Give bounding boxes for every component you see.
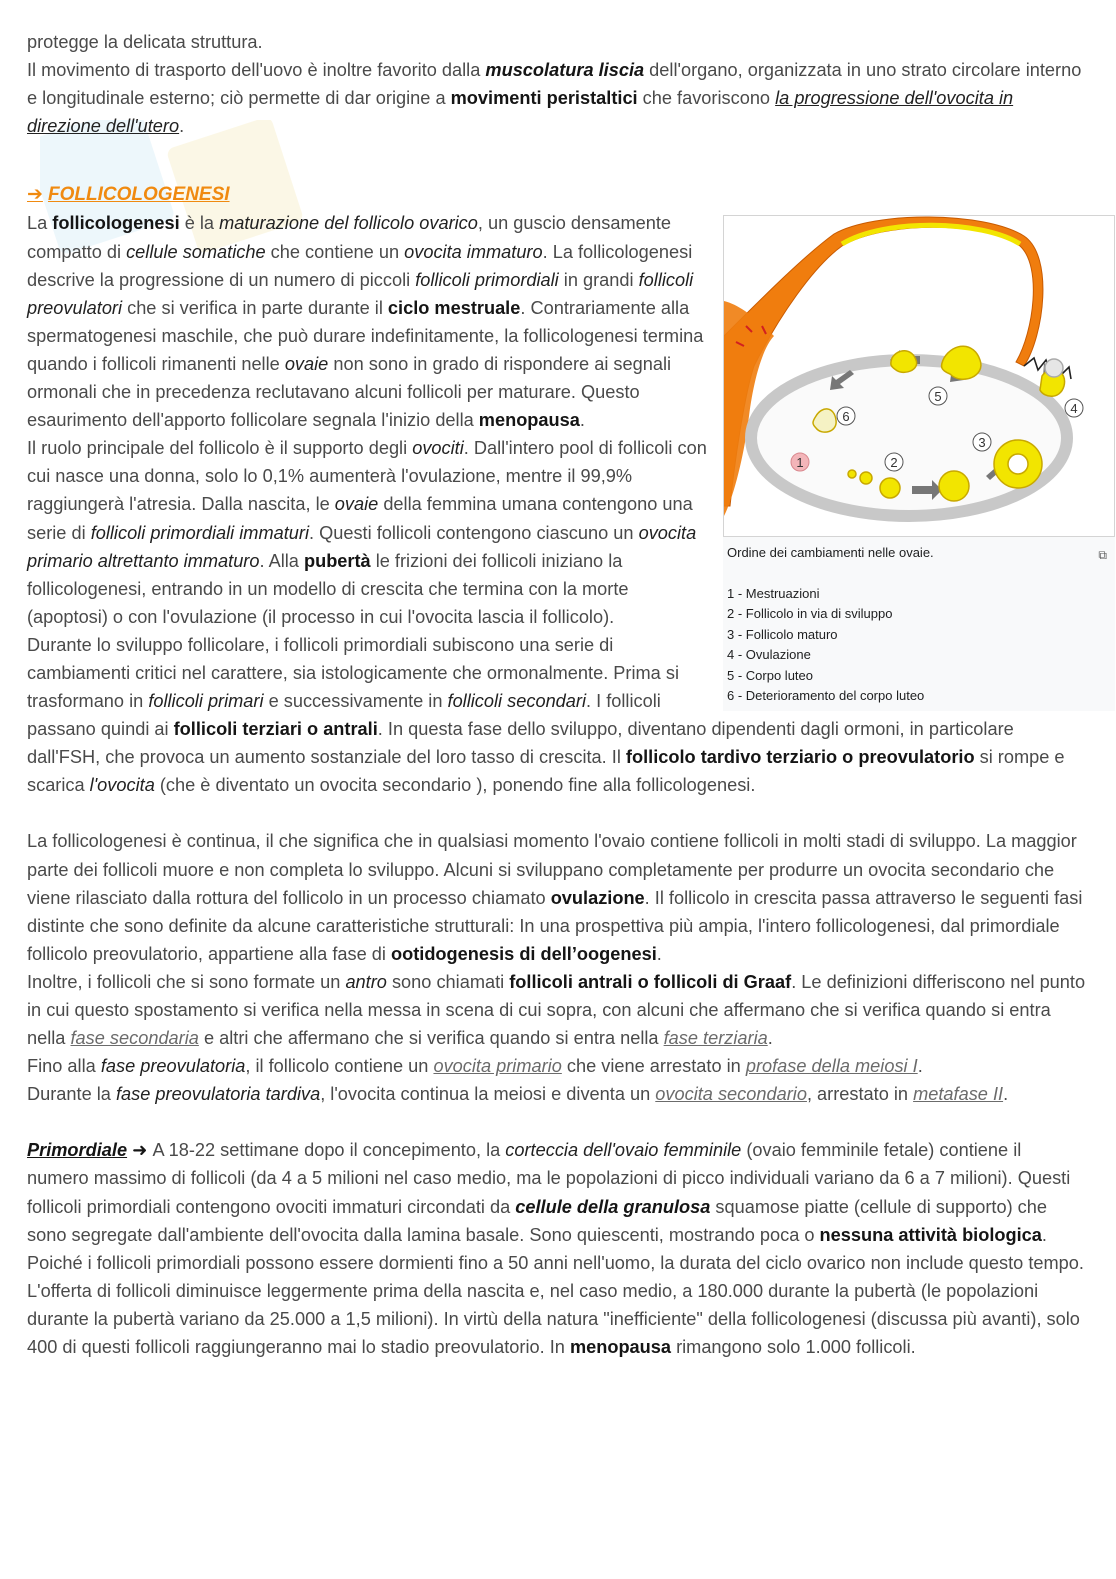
label-6: 6 <box>842 409 850 425</box>
figure-caption <box>723 537 1115 711</box>
primordiale-paragraph: Primordiale ➜ A 18-22 settimane dopo il concepimento, la corteccia dell'ovaio femminile (ovaio femminile fetale) contiene il numero massimo di follicoli (da 4 a 5 milioni nel caso medio, ma le popolazioni di picco individuali variano da 6 a 7 milioni). Questi follicoli primordiali contengono ovociti immaturi circondati da cellule della granulosa squamose piatte (cellule di supporto) che sono segregate dall'ambiente dell'ovocita dalla lamina basale. Sono quiescenti, mostrando poca o nessuna attività biologica. Poiché i follicoli primordiali possono essere dormienti fino a 50 anni nell'uomo, la durata del ciclo ovarico non include questo tempo. L'offerta di follicoli diminuisce leggermente prima della nascita e, nel caso medio, a 180.000 durante la pubertà (le popolazioni durante la pubertà variano da 25.000 a 1,5 milioni). In virtù della natura "inefficiente" della follicologenesi (discussa più avanti), solo 400 di questi follicoli raggiungeranno mai lo stadio preovulatorio. In menopausa rimangono solo 1.000 follicoli. <box>27 1140 1084 1358</box>
continuity-paragraph: La follicologenesi è continua, il che significa che in qualsiasi momento l'ovaio contiene follicoli in molti stadi di sviluppo. La maggior parte dei follicoli muore e non completa lo sviluppo. Alcuni si sviluppano completamente per produrre un ovocita secondario che viene rilasciato dalla rottura del follicolo in un processo chiamato ovulazione. Il follicolo in crescita passa attraverso le seguenti fasi distinte che sono definite da alcune caratteristiche strutturali: In una prospettiva più ampia, l'intero follicologenesi, dal primordiale follicolo preovulatorio, appartiene alla fase di ootidogenesis di dell’oogenesi. <box>27 831 1083 964</box>
preovulatory-paragraph: Fino alla fase preovulatoria, il follicolo contiene un ovocita primario che viene arrestato in profase della meiosi I. <box>27 1056 923 1077</box>
primordiale-heading: Primordiale <box>27 1140 128 1161</box>
label-2: 2 <box>890 455 898 471</box>
intro-paragraph: Il movimento di trasporto dell'uovo è inoltre favorito dalla muscolatura liscia dell'organo, organizzata in uno strato circolare interno e longitudinale esterno; ciò permette di dar origine a movimenti peristaltici che favoriscono la progressione dell'ovocita in direzione dell'utero. <box>27 60 1082 137</box>
document-body <box>27 28 1107 1361</box>
expand-icon[interactable]: ⧉ <box>1098 548 1107 563</box>
label-4: 4 <box>1070 401 1078 417</box>
follicle-role-paragraph: Il ruolo principale del follicolo è il supporto degli ovociti. Dall'intero pool di follicoli con cui nasce una donna, solo lo 0,1% aumenterà l'ovulazione, mentre il 99,9% raggiungerà l'atresia. Dalla nascita, le ovaie della femmina umana contengono una serie di follicoli primordiali immaturi. Questi follicoli contengono ciascuno un ovocita primario altrettanto immaturo. Alla pubertà le frizioni dei follicoli iniziano la follicologenesi, entrando in un modello di crescita che termina con la morte (apoptosi) o con l'ovulazione (il processo in cui l'ovocita lascia il follicolo). <box>27 438 707 627</box>
legend-item: 5 - Corpo luteo <box>727 667 813 683</box>
late-preovulatory-paragraph: Durante la fase preovulatoria tardiva, l'ovocita continua la meiosi e diventa un ovocita secondario, arrestato in metafase II. <box>27 1084 1009 1105</box>
legend-item: 1 - Mestruazioni <box>727 585 820 601</box>
intro-line: protegge la delicata struttura. <box>27 32 263 52</box>
antral-paragraph: Inoltre, i follicoli che si sono formate un antro sono chiamati follicoli antrali o follicoli di Graaf. Le definizioni differiscono nel punto in cui questo spostamento si verifica nella messa in scena di cui sopra, con alcuni che affermano che si verifica quando si entra nella fase secondaria e altri che affermano che si verifica quando si entra nella fase terziaria. <box>27 971 1086 1049</box>
legend-item: 2 - Follicolo in via di sviluppo <box>727 606 893 622</box>
intro-underlined-phrase: la progressione dell'ovocita in direzione dell'utero <box>27 88 1014 137</box>
section-heading: ➔ FOLLICOLOGENESI <box>27 184 230 206</box>
ovary-cycle-figure <box>723 215 1115 711</box>
link-ovocita-primario[interactable]: ovocita primario <box>433 1056 562 1077</box>
legend-item: 3 - Follicolo maturo <box>727 626 838 642</box>
link-profase-meiosi[interactable]: profase della meiosi I <box>745 1056 918 1077</box>
link-metafase-ii[interactable]: metafase II <box>913 1084 1004 1105</box>
label-5: 5 <box>934 389 942 405</box>
legend-item: 6 - Deterioramento del corpo luteo <box>727 688 925 704</box>
ovary-outline <box>751 360 1067 516</box>
section-title: FOLLICOLOGENESI <box>47 184 230 206</box>
figure-image <box>723 215 1115 537</box>
legend-item: 4 - Ovulazione <box>727 647 811 663</box>
follicologenesi-paragraph: La follicologenesi è la maturazione del follicolo ovarico, un guscio densamente compatto di cellule somatiche che contiene un ovocita immaturo. La follicologenesi descrive la progressione di un numero di piccoli follicoli primordiali in grandi follicoli preovulatori che si verifica in parte durante il ciclo mestruale. Contrariamente alla spermatogenesi maschile, che può durare indefinitamente, la follicologenesi termina quando i follicoli rimanenti nelle ovaie non sono in grado di rispondere ai segnali ormonali che in precedenza reclutavano alcuni follicoli per maturare. Questo esaurimento dell'apporto follicolare segnala l'inizio della menopausa. <box>27 213 704 431</box>
caption-legend <box>723 584 1115 707</box>
label-1: 1 <box>796 455 804 471</box>
follicle-development-paragraph: Durante lo sviluppo follicolare, i follicoli primordiali subiscono una serie di cambiamenti critici nel carattere, sia istologicamente che ormonalmente. Prima si trasformano in follicoli primari e successivamente in follicoli secondari. I follicoli passano quindi ai follicoli terziari o antrali. In questa fase dello sviluppo, diventano dipendenti dagli ormoni, in particolare dall'FSH, che provoca un aumento sostanziale del loro tasso di crescita. Il follicolo tardivo terziario o preovulatorio si rompe e scarica l'ovocita (che è diventato un ovocita secondario ), ponendo fine alla follicologenesi. <box>27 634 1065 796</box>
caption-title: Ordine dei cambiamenti nelle ovaie. <box>727 545 934 561</box>
ovary-diagram <box>724 216 1114 536</box>
link-ovocita-secondario[interactable]: ovocita secondario <box>655 1084 807 1105</box>
link-fase-secondaria[interactable]: fase secondaria <box>70 1028 199 1049</box>
label-3: 3 <box>978 435 986 451</box>
link-fase-terziaria[interactable]: fase terziaria <box>663 1028 768 1049</box>
